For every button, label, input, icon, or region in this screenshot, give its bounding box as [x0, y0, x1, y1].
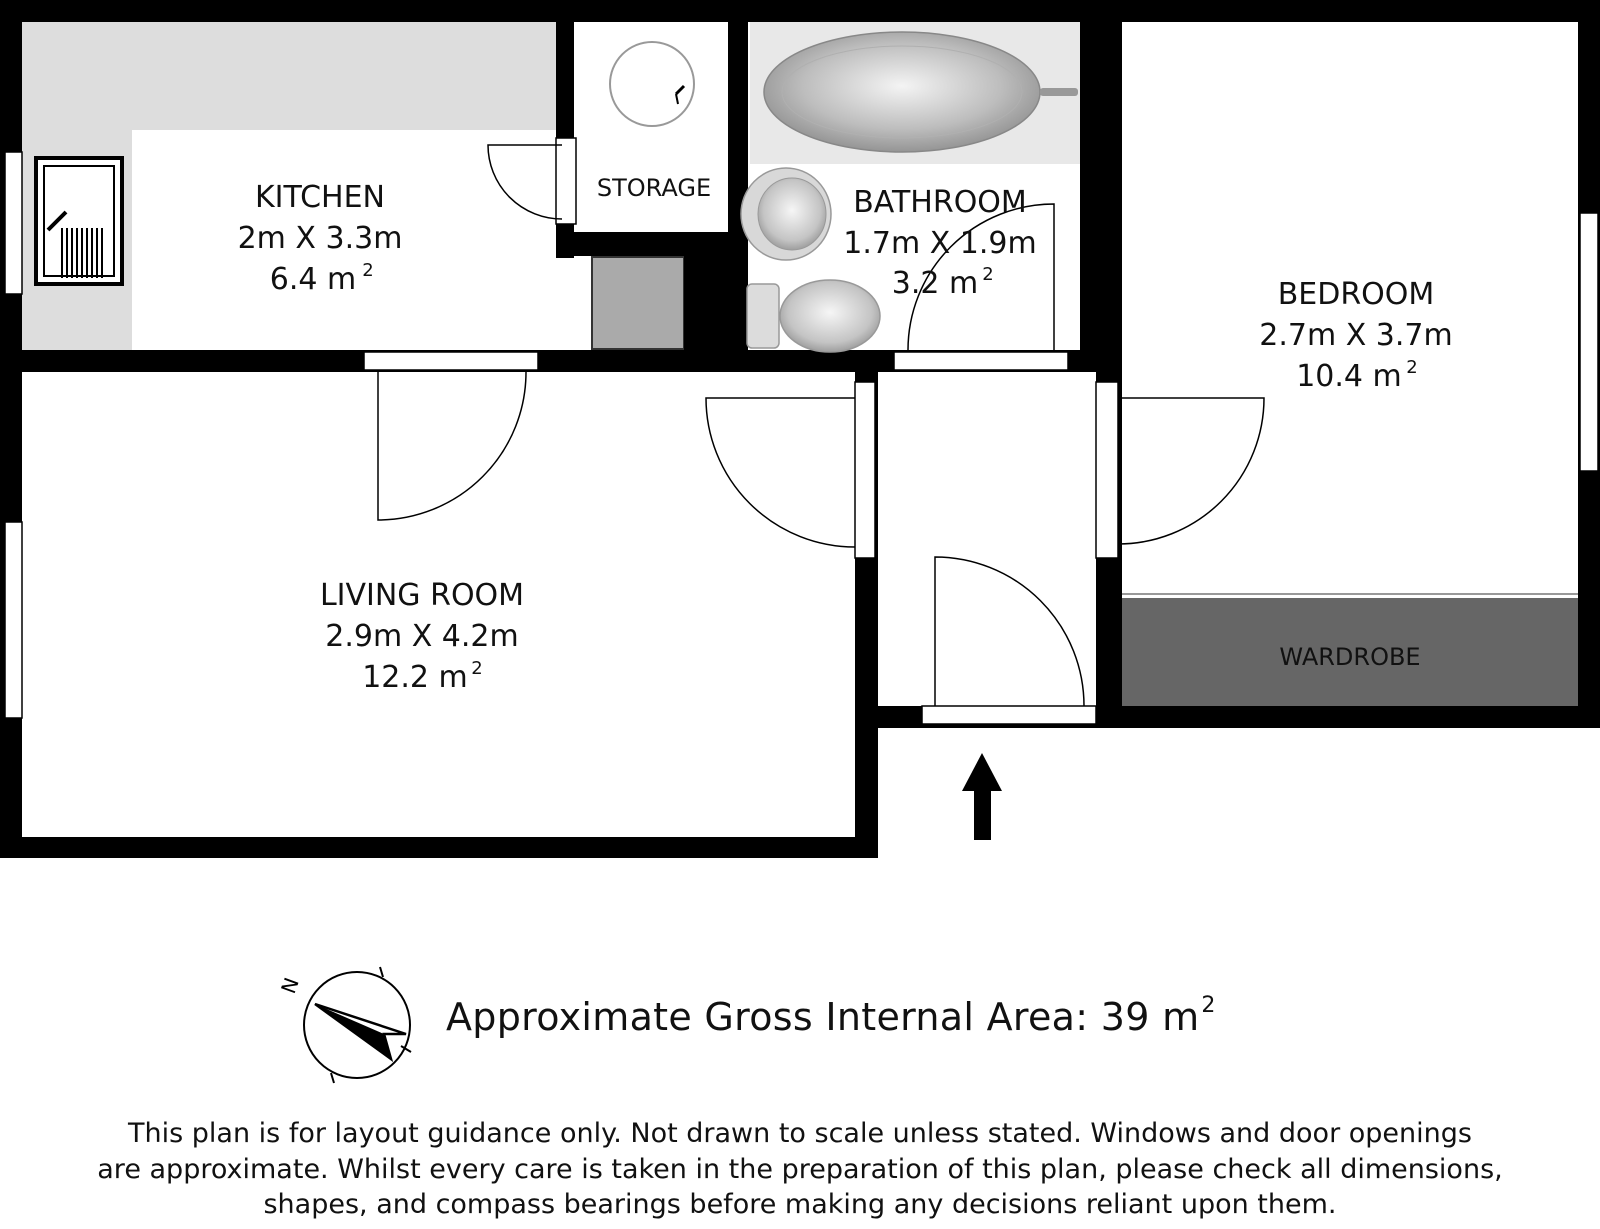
bathroom-area: 3.2 m	[891, 266, 979, 301]
bathtub-icon	[750, 22, 1080, 164]
living-name: LIVING ROOM	[319, 578, 525, 613]
gross-area-sup: 2	[1201, 993, 1216, 1018]
sink-icon	[36, 158, 122, 284]
wardrobe-label: WARDROBE	[1279, 643, 1421, 671]
living-area: 12.2 m	[362, 660, 468, 695]
toilet-icon	[747, 280, 880, 352]
gross-area-text: Approximate Gross Internal Area: 39 m	[446, 995, 1200, 1039]
bathroom-dims: 1.7m X 1.9m	[843, 226, 1037, 261]
room-bathroom-label	[843, 185, 1037, 301]
compass-icon	[276, 967, 411, 1083]
compass-north-label: N	[276, 974, 304, 997]
disclaimer-line-3: shapes, and compass bearings before making any decisions reliant upon them.	[263, 1189, 1337, 1220]
room-kitchen-label	[238, 180, 403, 297]
boiler-icon	[610, 42, 694, 126]
bedroom-dims: 2.7m X 3.7m	[1259, 318, 1453, 353]
bedroom-area: 10.4 m	[1296, 359, 1402, 394]
kitchen-area-sup: 2	[362, 260, 374, 281]
bathroom-name: BATHROOM	[853, 185, 1027, 220]
boiler-unit	[592, 257, 684, 349]
bedroom-name: BEDROOM	[1277, 277, 1435, 312]
kitchen-dims: 2m X 3.3m	[237, 221, 403, 256]
disclaimer-line-2: are approximate. Whilst every care is taken in the preparation of this plan, please check all dimensions,	[97, 1153, 1503, 1185]
bathroom-area-sup: 2	[982, 264, 994, 285]
washbasin-icon	[741, 168, 831, 260]
kitchen-area: 6.4 m	[269, 262, 357, 297]
living-area-sup: 2	[471, 658, 483, 679]
room-living-label	[320, 578, 524, 695]
room-bedroom-label	[1259, 277, 1453, 394]
disclaimer-line-1: This plan is for layout guidance only. Not drawn to scale unless stated. Windows and door openings	[128, 1118, 1472, 1149]
living-dims: 2.9m X 4.2m	[325, 619, 519, 654]
entrance-arrow-icon	[962, 753, 1002, 840]
gross-internal-area	[446, 993, 1216, 1039]
bedroom-area-sup: 2	[1406, 357, 1418, 378]
kitchen-name: KITCHEN	[255, 180, 385, 215]
storage-label: STORAGE	[596, 174, 712, 202]
disclaimer	[40, 1116, 1560, 1223]
